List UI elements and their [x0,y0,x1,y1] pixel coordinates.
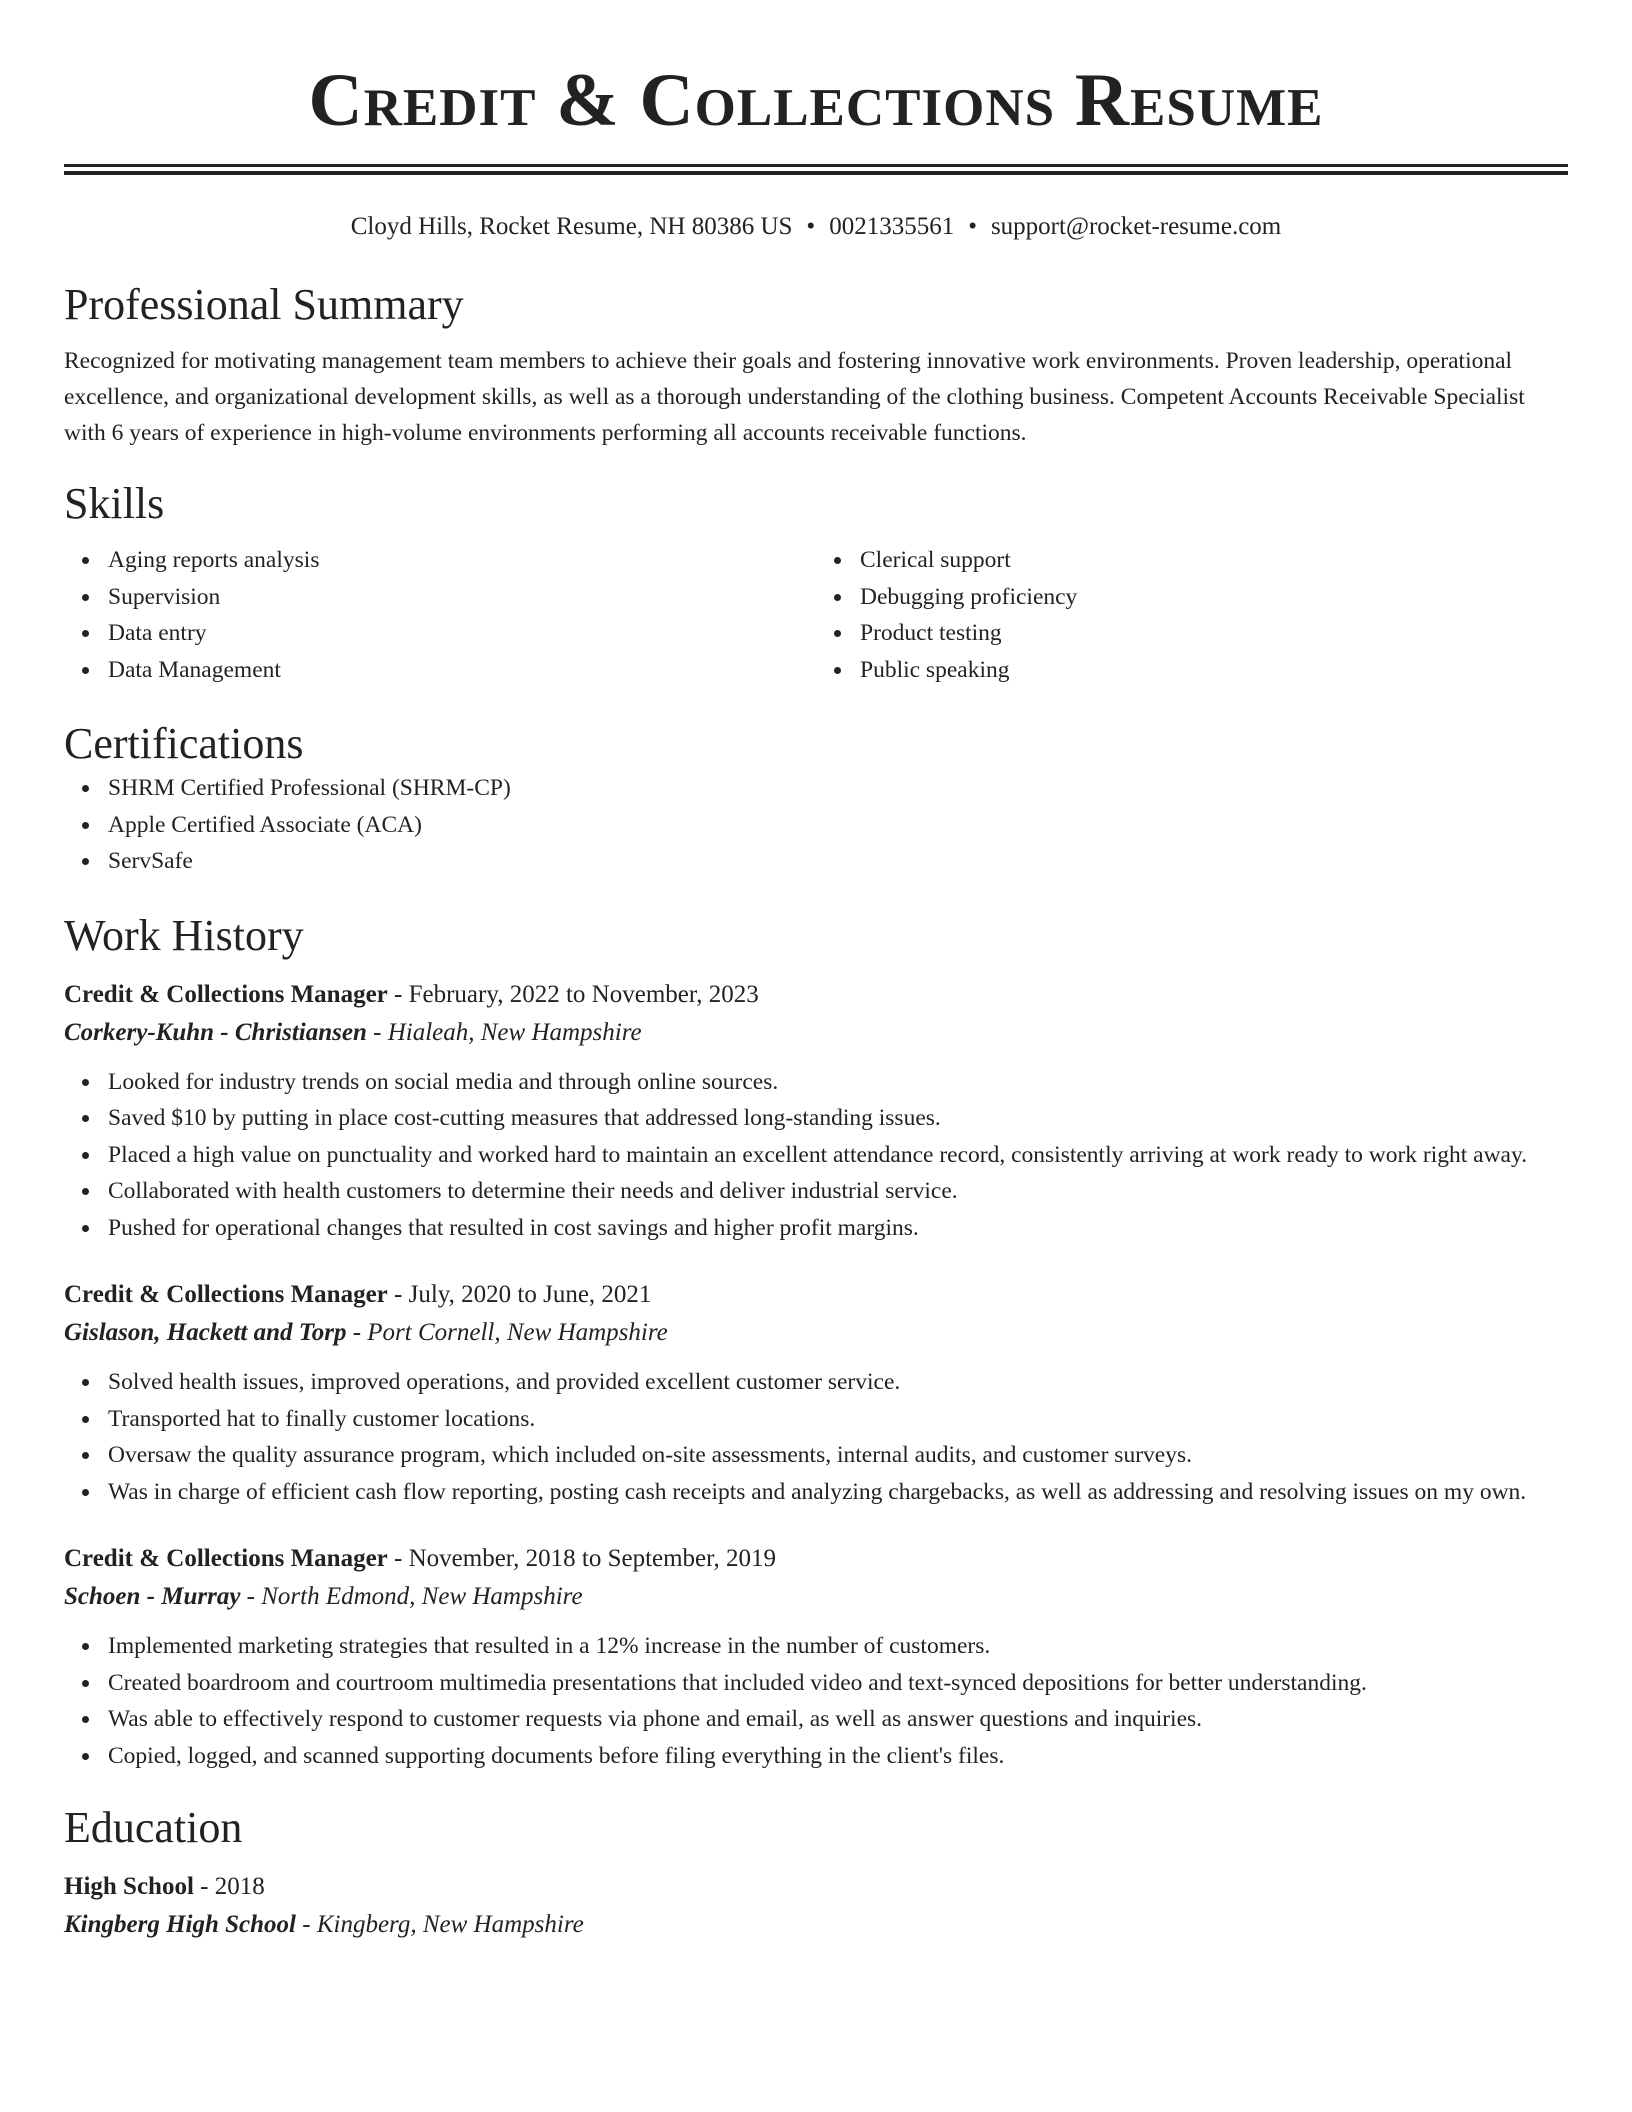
education-school: Kingberg High School [64,1911,296,1938]
skill-item: Public speaking [860,652,1568,689]
certification-item: SHRM Certified Professional (SHRM-CP) [108,770,1568,807]
education-header: High School - 2018 [64,1873,265,1900]
skill-item: Data entry [108,615,816,652]
skill-item: Supervision [108,579,816,616]
job-employer: Schoen - Murray - North Edmond, New Hampshire [64,1583,583,1610]
job-dates: February, 2022 to November, 2023 [408,980,759,1008]
skill-item: Clerical support [860,542,1568,579]
job-location: Hialeah, New Hampshire [387,1018,642,1046]
job-company: Schoen - Murray [64,1583,241,1610]
job-duty-item: Solved health issues, improved operations, and provided excellent customer service. [108,1364,1568,1401]
job-duties [64,1364,1568,1510]
section-heading-skills: Skills [64,479,165,528]
job-company: Gislason, Hackett and Torp [64,1319,347,1346]
job-title: Credit & Collections Manager [64,1545,388,1572]
skill-item: Product testing [860,615,1568,652]
education-school-line: Kingberg High School - Kingberg, New Hampshire [64,1911,584,1938]
job-duty-item: Created boardroom and courtroom multimedia presentations that included video and text-synced depositions for better understanding. [108,1665,1568,1702]
skills-list [64,542,1568,688]
divider-line-top [64,164,1568,167]
skills-column-right [816,542,1568,688]
education-degree: High School [64,1873,194,1900]
job-employer: Gislason, Hackett and Torp - Port Cornell, New Hampshire [64,1319,668,1346]
job-duty-item: Oversaw the quality assurance program, which included on-site assessments, internal audits, and customer surveys. [108,1437,1568,1474]
title-divider [64,164,1568,175]
job-duty-item: Transported hat to finally customer locations. [108,1401,1568,1438]
job-duty-item: Saved $10 by putting in place cost-cutting measures that addressed long-standing issues. [108,1100,1568,1137]
section-heading-certifications: Certifications [64,719,304,768]
contact-phone: 0021335561 [829,213,955,240]
job-duty-item: Collaborated with health customers to determine their needs and deliver industrial service. [108,1173,1568,1210]
job-duty-item: Pushed for operational changes that resulted in cost savings and higher profit margins. [108,1210,1568,1247]
skill-item: Data Management [108,652,816,689]
job-duties [64,1064,1568,1247]
job-duty-item: Placed a high value on punctuality and worked hard to maintain an excellent attendance record, consistently arriving at work ready to work right away. [108,1137,1568,1174]
certification-item: ServSafe [108,843,1568,880]
contact-separator: • [968,213,977,240]
job-title: Credit & Collections Manager [64,1281,388,1308]
job-duty-item: Was able to effectively respond to customer requests via phone and email, as well as answer questions and inquiries. [108,1701,1568,1738]
job-location: North Edmond, New Hampshire [261,1583,583,1610]
job-header: Credit & Collections Manager - February, 2022 to November, 2023 [64,980,759,1008]
certification-item: Apple Certified Associate (ACA) [108,807,1568,844]
job-entry [64,1540,1568,1774]
job-duty-item: Copied, logged, and scanned supporting documents before filing everything in the client's files. [108,1738,1568,1775]
skill-item: Debugging proficiency [860,579,1568,616]
contact-address: Cloyd Hills, Rocket Resume, NH 80386 US [350,213,793,240]
skills-column-left [64,542,816,688]
job-duty-item: Looked for industry trends on social media and through online sources. [108,1064,1568,1101]
job-header: Credit & Collections Manager - November, 2018 to September, 2019 [64,1545,776,1572]
contact-line [64,211,1568,243]
job-company: Corkery-Kuhn - Christiansen [64,1018,367,1046]
job-duty-item: Implemented marketing strategies that resulted in a 12% increase in the number of customers. [108,1628,1568,1665]
skill-item: Aging reports analysis [108,542,816,579]
education-year: 2018 [214,1873,265,1900]
section-heading-education: Education [64,1803,243,1852]
job-duty-item: Was in charge of efficient cash flow reporting, posting cash receipts and analyzing chargebacks, as well as addressing and resolving issues on my own. [108,1474,1568,1511]
contact-separator: • [806,213,816,240]
education-entry [64,1868,1568,1944]
job-entry [64,976,1568,1247]
job-entry [64,1276,1568,1510]
section-heading-work-history: Work History [64,910,304,960]
job-dates: November, 2018 to September, 2019 [408,1545,776,1572]
section-heading-summary: Professional Summary [64,280,464,329]
job-location: Port Cornell, New Hampshire [367,1319,668,1346]
job-dates: July, 2020 to June, 2021 [408,1281,652,1308]
education-location: Kingberg, New Hampshire [316,1911,584,1938]
certifications-list [64,770,1568,880]
job-title: Credit & Collections Manager [64,980,388,1008]
resume-title: Credit & Collections Resume [308,59,1324,142]
divider-line-bottom [64,171,1568,175]
summary-text: Recognized for motivating management team members to achieve their goals and fostering innovative work environments. Proven leadership, operational excellence, and organizational development skills, as well as a thorough understanding of the clothing business. Competent Accounts Receivable Specialist with 6 years of experience in high-volume environments performing all accounts receivable functions. [64,348,1525,446]
job-header: Credit & Collections Manager - July, 2020 to June, 2021 [64,1281,652,1308]
job-duties [64,1628,1568,1774]
job-employer: Corkery-Kuhn - Christiansen - Hialeah, New Hampshire [64,1018,642,1046]
contact-email: support@rocket-resume.com [990,213,1282,240]
